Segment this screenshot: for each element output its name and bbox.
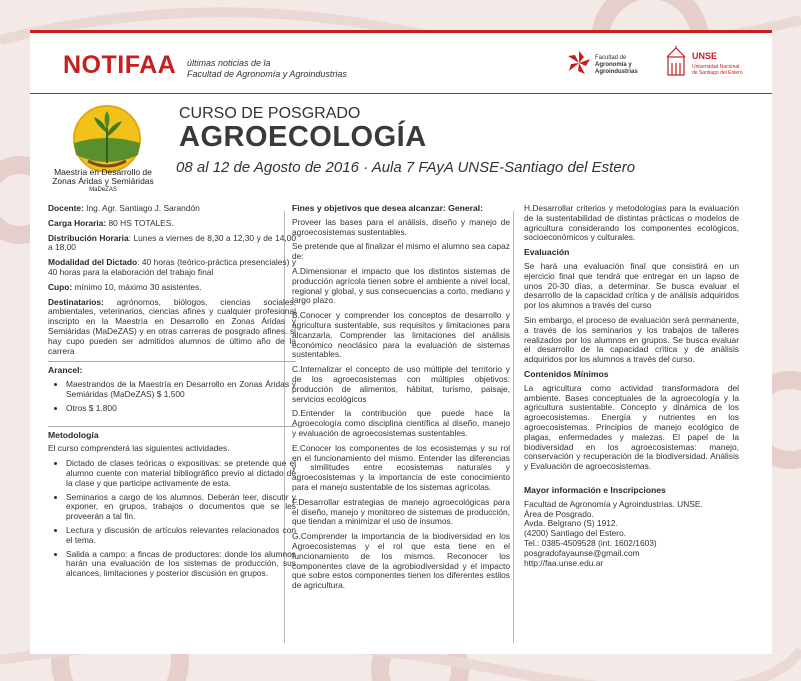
objective-item: C.Internalizar el concepto de uso múltiple del territorio y de los agroecosistemas con múltiples objetivos: producción de alimentos, hábitat, turismo, paisaje, servicios ecológicos bbox=[292, 364, 510, 404]
madezas-caption: Maestría en Desarrollo de Zonas Áridas y Semiáridas MaDeZAS bbox=[52, 167, 154, 193]
list-item: • Otros $ 1.800 bbox=[66, 404, 296, 414]
carga-horaria: Carga Horaria: 80 HS TOTALES. bbox=[48, 217, 174, 228]
contact-info: Facultad de Agronomía y Agroindustrias. UNSE. Área de Posgrado. Avda. Belgrano (S) 1912. (4200) Santiago del Estero. Tel.: 0385-4509528 (int. 1602/1603) posgradofayaunse@gmail.com http://faa.unse.edu.ar bbox=[524, 500, 739, 569]
column-objectives bbox=[292, 204, 510, 596]
objective-item: G.Comprender la importancia de la biodiversidad en los Agroecosistemas y el rol que esta tiene en el funcionamiento de los mismos. Reconocer los componentes clave de la agrobiodiversidad y el impacto que sobre estos componentes tienen los diferentes estilos de agricultura. bbox=[292, 531, 510, 591]
metodologia-list bbox=[48, 459, 296, 579]
list-item: • Seminarios a cargo de los alumnos. Deberán leer, discutir y exponer, en grupos, trabajos o documentos que se les proveerán a tal fin. bbox=[66, 493, 296, 522]
column-details bbox=[48, 204, 296, 584]
objective-item: A.Dimensionar el impacto que los distintos sistemas de producción agrícola tienen sobre el ambiente a nivel local, regional y global, y sus consecuencias a corto, mediano y largo plazo. bbox=[292, 265, 510, 306]
list-item: • Lectura y discusión de artículos relevantes relacionados con el tema. bbox=[66, 526, 296, 546]
faya-logo: Facultad de Agronomía y Agroindustrias bbox=[567, 50, 687, 80]
contenidos-text: La agricultura como actividad transformadora del ambiente. Bases conceptuales de la agroecología y la agricultura sustentable. Concepto y dinámica de los agroecosistemas. Energía y nutrientes en los agroecosistemas. Principios de manejo ecológico de plagas, enfermedades y malezas. El papel de la biodiversidad en los agroecosistemas: manejo, conservación y recuperación de la biodiversidad. Análisis y Evaluación de agroecosistemas. bbox=[524, 382, 739, 472]
destinatarios: Destinatarios: agrónomos, biólogos, ciencias sociales, ambientales, veterinarios, ciencias afines y cualquier profesional inscripto en la Maestría en Desarrollo en Zonas Áridas y Semiáridas (MaDeZAS) y en otras carreras de posgrado afines. si hay cupo pueden ser admitidos alumnos de último año de la carrera bbox=[48, 296, 296, 356]
unse-building-icon bbox=[664, 45, 688, 79]
objectives-intro: Se pretende que al finalizar el mismo el alumno sea capaz de: bbox=[292, 241, 510, 262]
metodologia-intro: El curso comprenderá las siguientes actividades. bbox=[48, 443, 230, 454]
course-type: CURSO DE POSGRADO bbox=[179, 105, 361, 122]
contact-email[interactable]: posgradofayaunse@gmail.com bbox=[524, 547, 640, 558]
madezas-logo-icon bbox=[66, 103, 148, 175]
list-item: • Dictado de clases teóricas o expositivas: se pretende que el alumno cuente con material bibliográfico previo al dictado de la clase y que participe activamente de esta. bbox=[66, 459, 296, 488]
flyer-panel bbox=[30, 30, 772, 654]
unse-logo: UNSE Universidad Nacional de Santiago del Estero bbox=[664, 45, 774, 85]
objective-item: E.Conocer los componentes de los ecosistemas y su rol en el funcionamiento del mismo. Entender las diferencias y similitudes entre ecosistemas naturales y agroecosistemas y la importancia de este conocimiento para el manejo sustentable de los sistemas agrícolas. bbox=[292, 442, 510, 492]
info-heading: Mayor información e Inscripciones bbox=[524, 484, 666, 495]
objective-item: D.Entender la contribución que puede hace la Agroecología como disciplina científica al diseño, manejo y evaluación de agroecosistemas sustentables. bbox=[292, 408, 510, 438]
arancel-heading: Arancel: bbox=[48, 365, 83, 376]
arancel-list bbox=[48, 380, 296, 413]
brand-tagline: últimas noticias de la Facultad de Agronomía y Agroindustrias bbox=[187, 58, 347, 79]
evaluacion-text: Sin embargo, el proceso de evaluación será permanente, a través de los seminarios y los trabajos de talleres realizados por los alumnos en grupos. Se busca evaluar el desarrollo de la capacidad crítica y de análisis adquiridos por los alumnos a través del curso. bbox=[524, 314, 739, 365]
metodologia-heading: Metodología bbox=[48, 429, 99, 440]
list-item: • Salida a campo: a fincas de productores: donde los alumnos harán una evaluación de los sistemas de producción, sus alcances, limitaciones y posterior discusión en grupos. bbox=[66, 550, 296, 579]
section-divider bbox=[48, 361, 296, 362]
contenidos-heading: Contenidos Mínimos bbox=[524, 368, 609, 379]
objective-item: B.Conocer y comprender los conceptos de desarrollo y agricultura sustentable, sus requisitos y limitaciones para alcanzarla. Comprender las limitaciones del análisis económico neoclásico para la evaluación de sistemas sustentables. bbox=[292, 310, 510, 360]
modalidad: Modalidad del Dictado: 40 horas (teórico-práctica presenciales) y 40 horas para la elaboración del trabajo final bbox=[48, 257, 297, 277]
column-evaluation bbox=[524, 204, 739, 568]
course-dates: 08 al 12 de Agosto de 2016 · Aula 7 FAyA UNSE-Santiago del Estero bbox=[176, 159, 636, 176]
evaluacion-text: Se hará una evaluación final que consistirá en un ejercicio final que tendrá que entregar en un lapso de unos 20-30 días, a determinar. Se busca evaluar el desarrollo de la capacidad crítica y de análisis adquiridos por los alumnos a través del curso bbox=[524, 260, 739, 311]
docente: Docente: Ing. Agr. Santiago J. Sarandón bbox=[48, 203, 200, 213]
cupo: Cupo: mínimo 10, máximo 30 asistentes. bbox=[48, 281, 202, 292]
faya-flower-icon bbox=[567, 50, 591, 76]
objectives-heading: Fines y objetivos que desea alcanzar: General: bbox=[292, 203, 484, 213]
objective-general: Proveer las bases para el análisis, diseño y manejo de agroecosistemas sustentables. bbox=[292, 216, 510, 237]
course-name: AGROECOLOGÍA bbox=[179, 121, 427, 153]
evaluacion-heading: Evaluación bbox=[524, 247, 570, 258]
distribucion-horaria: Distribución Horaria: Lunes a viernes de 8,30 a 12,30 y de 14,00 a 18,00 bbox=[48, 232, 296, 253]
objective-item: H.Desarrollar criterios y metodologías para la evaluación de la sustentabilidad de distintas prácticas o modelos de agricultura considerando los componentes ecológicos, socioeconómicos y culturales. bbox=[524, 203, 739, 243]
header-divider bbox=[30, 93, 772, 94]
objective-item: F.Desarrollar estrategias de manejo agroecológicas para el diseño, manejo y monitoreo de sistemas de producción, que tiendan a minimizar el uso de insumos. bbox=[292, 496, 510, 527]
section-divider bbox=[48, 426, 296, 427]
column-divider bbox=[513, 211, 514, 643]
notifaa-brand: NOTIFAA bbox=[63, 51, 177, 79]
list-item: • Maestrandos de la Maestría en Desarrollo en Zonas Áridas y Semiáridas (MaDeZAS) $ 1.500 bbox=[66, 380, 296, 400]
contact-website[interactable]: http://faa.unse.edu.ar bbox=[524, 557, 604, 568]
